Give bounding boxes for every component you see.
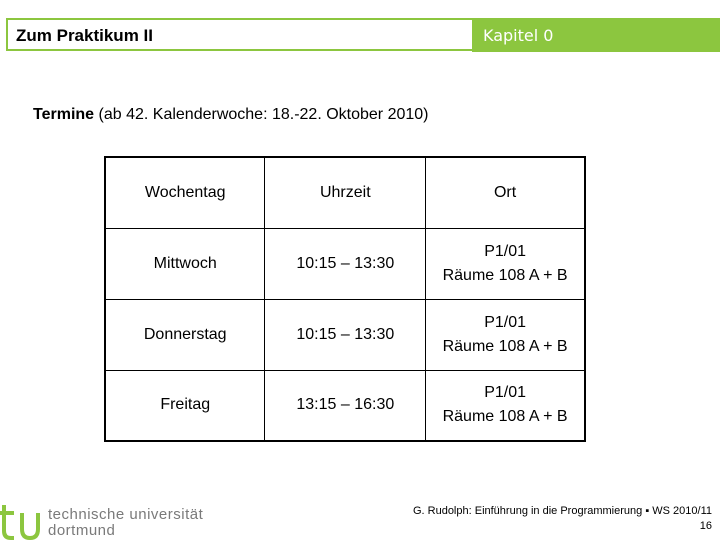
cell-time: 10:15 – 13:30 (265, 228, 426, 299)
header-cell-day: Wochentag (105, 157, 265, 228)
page-number: 16 (699, 520, 712, 532)
header-cell-time: Uhrzeit (265, 157, 426, 228)
cell-day: Mittwoch (105, 228, 265, 299)
place-rooms: Räume 108 A + B (442, 337, 568, 355)
university-name-line1: technische universität (48, 506, 204, 523)
cell-day: Freitag (105, 370, 265, 441)
cell-time: 10:15 – 13:30 (265, 299, 426, 370)
university-name-line2: dortmund (48, 522, 116, 539)
cell-place (426, 299, 585, 370)
schedule-table (104, 156, 586, 442)
header-left-rule (6, 18, 8, 50)
place-building: P1/01 (484, 384, 526, 402)
footer-citation (413, 504, 712, 534)
slide-title: Zum Praktikum II (16, 26, 153, 45)
place-rooms: Räume 108 A + B (442, 266, 568, 284)
schedule-heading-bold: Termine (33, 106, 95, 123)
place-building: P1/01 (484, 242, 526, 260)
chapter-label: Kapitel 0 (483, 26, 554, 45)
table-header-row (105, 157, 585, 228)
tu-logo-icon (0, 505, 44, 545)
table-row (105, 299, 585, 370)
schedule-heading (33, 106, 429, 124)
table-row (105, 370, 585, 441)
cell-place (426, 370, 585, 441)
header-bottom-rule (6, 49, 472, 51)
place-building: P1/01 (484, 313, 526, 331)
header-cell-place: Ort (426, 157, 585, 228)
cell-time: 13:15 – 16:30 (265, 370, 426, 441)
cell-day: Donnerstag (105, 299, 265, 370)
place-rooms: Räume 108 A + B (442, 408, 568, 426)
table-row (105, 228, 585, 299)
citation-text: G. Rudolph: Einführung in die Programmierung ▪ WS 2010/11 (412, 505, 712, 517)
schedule-heading-rest: (ab 42. Kalenderwoche: 18.-22. Oktober 2010) (94, 106, 429, 123)
slide-header (0, 18, 720, 52)
cell-place (426, 228, 585, 299)
